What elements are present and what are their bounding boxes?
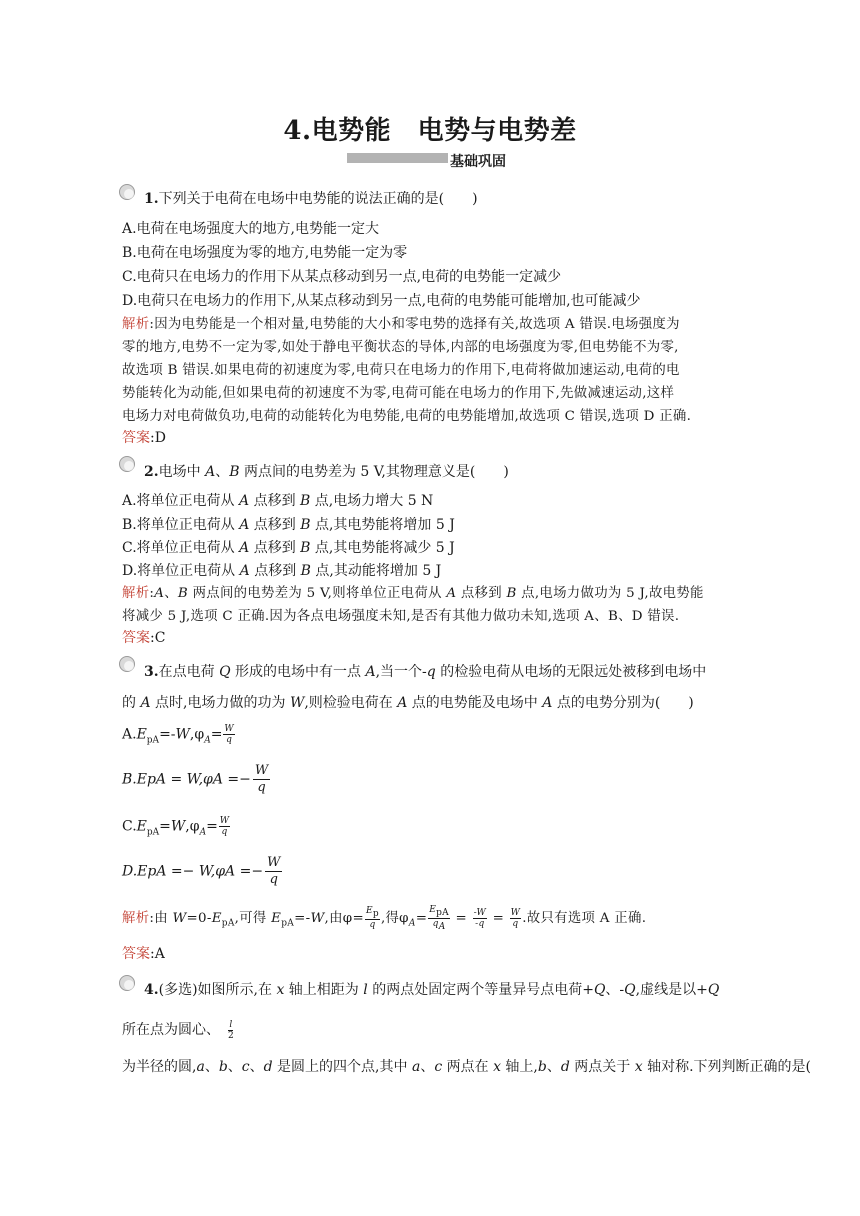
q1-option-d: D.电荷只在电场力的作用下,从某点移动到另一点,电荷的电势能可能增加,也可能减少 bbox=[122, 293, 641, 309]
question-4-stem-line-3: 为半径的圆,a、b、c、d 是圆上的四个点,其中 a、c 两点在 x 轴上,b、d 两点关于 x 轴对称.下列判断正确的是( bbox=[122, 1059, 811, 1075]
page-title: 4.电势能 电势与电势差 bbox=[283, 116, 577, 146]
q1-option-b: B.电荷在电场强度为零的地方,电势能一定为零 bbox=[122, 245, 408, 261]
fraction: $\frac{W}{q}$ bbox=[224, 724, 234, 745]
fraction: $\frac{-W}{-q}$ bbox=[473, 907, 487, 929]
section-bar bbox=[347, 153, 448, 163]
q2-analysis-line-1: 解析:A、B 两点间的电势差为 5 V,则将单位正电荷从 A 点移到 B 点,电场力做功为 5 J,故电势能 bbox=[122, 586, 704, 601]
fraction: $\frac{l}{2}$ bbox=[228, 1019, 234, 1041]
fraction: $\frac{W}{q}$ bbox=[254, 763, 269, 795]
question-4-stem-line-1: 4.(多选)如图所示,在 x 轴上相距为 l 的两点处固定两个等量异号点电荷+Q、-Q,虚线是以+Q bbox=[144, 982, 720, 998]
q3-analysis: 解析:由 $W=0-E_{pA}$,可得 $E_{pA}=-W$,由φ= $\frac{E_p}{q}$ ,得$\varphi_A=$ $\frac{E_{pA}}{q_A}$ = $\frac{-W}{-q}$ = $\frac{W}{q}$ .故只有选项 A 正确. bbox=[122, 905, 647, 932]
q1-analysis-line-4: 势能转化为动能,但如果电荷的初速度不为零,电荷可能在电场力的作用下,先做减速运动,这样 bbox=[122, 386, 675, 401]
q1-analysis-line-5: 电场力对电荷做负功,电荷的动能转化为电势能,电荷的电势能增加,故选项 C 错误,选项 D 正确. bbox=[122, 409, 692, 424]
answer-label: 答案 bbox=[122, 946, 150, 962]
q1-answer: 答案:D bbox=[122, 430, 166, 446]
question-2-stem: 2.电场中 A、B 两点间的电势差为 5 V,其物理意义是( ) bbox=[144, 464, 509, 480]
section-label: 基础巩固 bbox=[450, 154, 506, 170]
q2-option-a: A.将单位正电荷从 A 点移到 B 点,电场力增大 5 N bbox=[122, 493, 434, 509]
answer-label: 答案 bbox=[122, 630, 150, 646]
answer-label: 答案 bbox=[122, 430, 150, 446]
fraction: $\frac{W}{q}$ bbox=[219, 816, 230, 837]
analysis-label: 解析 bbox=[122, 586, 150, 601]
analysis-label: 解析 bbox=[122, 910, 150, 926]
question-1-stem: 1.下列关于电荷在电场中电势能的说法正确的是( ) bbox=[144, 191, 478, 207]
fraction: $\frac{W}{q}$ bbox=[267, 855, 281, 887]
q1-analysis-line-2: 零的地方,电势不一定为零,如处于静电平衡状态的导体,内部的电场强度为零,但电势能不为零, bbox=[122, 340, 679, 355]
q3-answer: 答案:A bbox=[122, 946, 165, 962]
q2-option-b: B.将单位正电荷从 A 点移到 B 点,其电势能将增加 5 J bbox=[122, 517, 455, 533]
q1-option-c: C.电荷只在电场力的作用下从某点移动到另一点,电荷的电势能一定减少 bbox=[122, 269, 562, 285]
q2-analysis-line-2: 将减少 5 J,选项 C 正确.因为各点电场强度未知,是否有其他力做功未知,选项 A、B、D 错误. bbox=[122, 609, 680, 624]
question-3-stem-line-1: 3.在点电荷 Q 形成的电场中有一点 A,当一个-q 的检验电荷从电场的无限远处被移到电场中 bbox=[144, 664, 707, 680]
question-4-stem-line-2: 所在点为圆心、 $\frac{l}{2}$ bbox=[122, 1019, 234, 1041]
question-3-stem-line-2: 的 A 点时,电场力做的功为 W,则检验电荷在 A 点的电势能及电场中 A 点的电势分别为( ) bbox=[122, 695, 694, 711]
q3-option-d: D.EpA =− W,φA =− $\frac{W}{q}$ bbox=[122, 855, 281, 887]
fraction: $\frac{W}{q}$ bbox=[510, 907, 521, 929]
q3-option-a: $A.E_{pA}=-W,\varphi_A=$ $\frac{W}{q}$ bbox=[122, 724, 234, 746]
fraction: $\frac{E_p}{q}$ bbox=[366, 906, 379, 931]
fraction: $\frac{E_{pA}}{q_A}$ bbox=[429, 905, 449, 932]
q1-analysis-line-3: 故选项 B 错误.如果电荷的初速度为零,电荷只在电场力的作用下,电荷将做加速运动,电荷的电 bbox=[122, 363, 680, 378]
analysis-label: 解析 bbox=[122, 317, 150, 332]
q2-option-d: D.将单位正电荷从 A 点移到 B 点,其动能将增加 5 J bbox=[122, 563, 442, 579]
q2-answer: 答案:C bbox=[122, 630, 166, 646]
q1-option-a: A.电荷在电场强度大的地方,电势能一定大 bbox=[122, 221, 380, 237]
q2-option-c: C.将单位正电荷从 A 点移到 B 点,其电势能将减少 5 J bbox=[122, 540, 455, 556]
q1-analysis-line-1: 解析:因为电势能是一个相对量,电势能的大小和零电势的选择有关,故选项 A 错误.电场强度为 bbox=[122, 317, 680, 332]
q3-option-c: $C.E_{pA}=W,\varphi_A=$ $\frac{W}{q}$ bbox=[122, 816, 230, 838]
q3-option-b: B.EpA = W,φA =− $\frac{W}{q}$ bbox=[122, 763, 269, 795]
